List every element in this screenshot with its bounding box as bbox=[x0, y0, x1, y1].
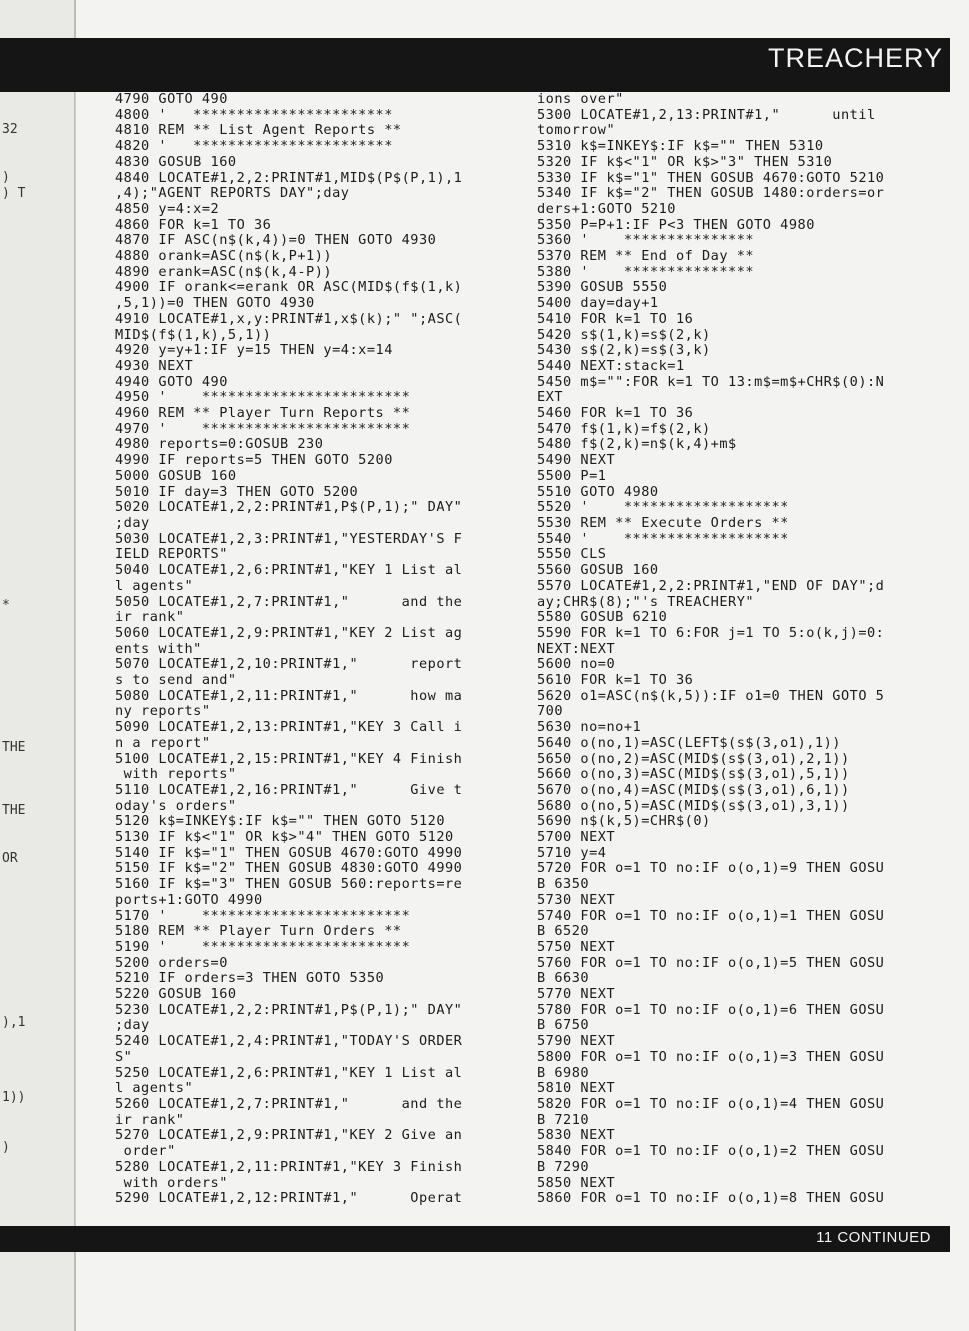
code-line: 5340 IF k$="2" THEN GOSUB 1480:orders=or bbox=[537, 185, 885, 202]
code-line: 5450 m$="":FOR k=1 TO 13:m$=m$+CHR$(0):N bbox=[537, 373, 885, 390]
code-line: oday's orders" bbox=[115, 797, 237, 814]
code-line: 5780 FOR o=1 TO no:IF o(o,1)=6 THEN GOSU bbox=[537, 1001, 885, 1018]
page-number-continued: 11 CONTINUED bbox=[816, 1229, 931, 1246]
code-line: 5010 IF day=3 THEN GOTO 5200 bbox=[115, 483, 359, 500]
code-line: 5060 LOCATE#1,2,9:PRINT#1,"KEY 2 List ag bbox=[115, 624, 463, 641]
code-line: 5800 FOR o=1 TO no:IF o(o,1)=3 THEN GOSU bbox=[537, 1048, 885, 1065]
code-line: 5330 IF k$="1" THEN GOSUB 4670:GOTO 5210 bbox=[537, 169, 885, 186]
code-line: 5020 LOCATE#1,2,2:PRINT#1,P$(P,1);" DAY" bbox=[115, 499, 463, 516]
code-line: 5000 GOSUB 160 bbox=[115, 467, 237, 484]
code-line: 5520 ' ******************* bbox=[537, 499, 789, 516]
code-line: 5150 IF k$="2" THEN GOSUB 4830:GOTO 4990 bbox=[115, 860, 463, 877]
code-line: 5640 o(no,1)=ASC(LEFT$(s$(3,o1),1)) bbox=[537, 734, 841, 751]
code-line: 5600 no=0 bbox=[537, 656, 616, 673]
code-line: 5410 FOR k=1 TO 16 bbox=[537, 310, 694, 327]
code-line: 4980 reports=0:GOSUB 230 bbox=[115, 436, 324, 453]
code-line: 5580 GOSUB 6210 bbox=[537, 609, 668, 626]
code-line: 5200 orders=0 bbox=[115, 954, 228, 971]
code-line: 5170 ' ************************ bbox=[115, 907, 411, 924]
code-line: EXT bbox=[537, 389, 564, 406]
code-line: ports+1:GOTO 4990 bbox=[115, 891, 263, 908]
code-line: 5290 LOCATE#1,2,12:PRINT#1," Operat bbox=[115, 1190, 463, 1207]
code-line: 5100 LOCATE#1,2,15:PRINT#1,"KEY 4 Finish bbox=[115, 750, 463, 767]
page-gutter bbox=[75, 92, 76, 1226]
code-line: ir rank" bbox=[115, 609, 185, 626]
code-line: s to send and" bbox=[115, 672, 237, 689]
margin-fragment: ) bbox=[2, 1140, 10, 1155]
code-line: 5750 NEXT bbox=[537, 938, 616, 955]
code-line: 5120 k$=INKEY$:IF k$="" THEN GOTO 5120 bbox=[115, 813, 445, 830]
code-line: ir rank" bbox=[115, 1111, 185, 1128]
code-line: ents with" bbox=[115, 640, 202, 657]
code-line: 5610 FOR k=1 TO 36 bbox=[537, 672, 694, 689]
footer-bar bbox=[0, 1226, 950, 1252]
code-line: 5360 ' *************** bbox=[537, 232, 755, 249]
code-line: 4930 NEXT bbox=[115, 357, 194, 374]
code-line: 5670 o(no,4)=ASC(MID$(s$(3,o1),6,1)) bbox=[537, 781, 850, 798]
code-line: MID$(f$(1,k),5,1)) bbox=[115, 326, 272, 343]
margin-fragment: OR bbox=[2, 851, 18, 866]
code-line: 5110 LOCATE#1,2,16:PRINT#1," Give t bbox=[115, 781, 463, 798]
code-line: NEXT:NEXT bbox=[537, 640, 616, 657]
code-line: 5210 IF orders=3 THEN GOTO 5350 bbox=[115, 970, 385, 987]
code-line: 4890 erank=ASC(n$(k,4-P)) bbox=[115, 263, 333, 280]
code-line: 5830 NEXT bbox=[537, 1127, 616, 1144]
code-line: l agents" bbox=[115, 577, 194, 594]
code-line: 5070 LOCATE#1,2,10:PRINT#1," report bbox=[115, 656, 463, 673]
code-line: 5300 LOCATE#1,2,13:PRINT#1," until bbox=[537, 106, 876, 123]
code-line: 5270 LOCATE#1,2,9:PRINT#1,"KEY 2 Give an bbox=[115, 1127, 463, 1144]
code-line: 4920 y=y+1:IF y=15 THEN y=4:x=14 bbox=[115, 342, 393, 359]
code-line: 4910 LOCATE#1,x,y:PRINT#1,x$(k);" ";ASC( bbox=[115, 310, 463, 327]
code-line: B 7210 bbox=[537, 1111, 590, 1128]
code-line: B 7290 bbox=[537, 1158, 590, 1175]
code-line: 5320 IF k$<"1" OR k$>"3" THEN 5310 bbox=[537, 153, 833, 170]
code-line: 5770 NEXT bbox=[537, 986, 616, 1003]
code-line: 5260 LOCATE#1,2,7:PRINT#1," and the bbox=[115, 1096, 463, 1112]
code-line: 4800 ' *********************** bbox=[115, 106, 393, 123]
code-line: 5840 FOR o=1 TO no:IF o(o,1)=2 THEN GOSU bbox=[537, 1143, 885, 1160]
code-line: 5490 NEXT bbox=[537, 452, 616, 469]
code-line: 5140 IF k$="1" THEN GOSUB 4670:GOTO 4990 bbox=[115, 844, 463, 861]
code-line: 4810 REM ** List Agent Reports ** bbox=[115, 122, 402, 139]
margin-fragment: THE bbox=[2, 803, 26, 818]
code-line: 5790 NEXT bbox=[537, 1033, 616, 1050]
code-line: 4950 ' ************************ bbox=[115, 389, 411, 406]
code-line: ny reports" bbox=[115, 703, 211, 720]
code-line: ,5,1))=0 THEN GOTO 4930 bbox=[115, 295, 315, 312]
code-line: S" bbox=[115, 1048, 133, 1065]
code-line: 4940 GOTO 490 bbox=[115, 373, 228, 390]
code-line: B 6520 bbox=[537, 923, 590, 940]
code-line: ay;CHR$(8);"'s TREACHERY" bbox=[537, 593, 755, 610]
code-line: 5250 LOCATE#1,2,6:PRINT#1,"KEY 1 List al bbox=[115, 1064, 463, 1081]
code-line: 5160 IF k$="3" THEN GOSUB 560:reports=re bbox=[115, 876, 463, 893]
code-line: 5860 FOR o=1 TO no:IF o(o,1)=8 THEN GOSU bbox=[537, 1190, 885, 1207]
code-line: 5510 GOTO 4980 bbox=[537, 483, 659, 500]
code-line: 5280 LOCATE#1,2,11:PRINT#1,"KEY 3 Finish bbox=[115, 1158, 463, 1175]
code-line: 5740 FOR o=1 TO no:IF o(o,1)=1 THEN GOSU bbox=[537, 907, 885, 924]
code-line: 4790 GOTO 490 bbox=[115, 91, 228, 107]
margin-fragment: 32 bbox=[2, 122, 18, 137]
code-line: 5590 FOR k=1 TO 6:FOR j=1 TO 5:o(k,j)=0: bbox=[537, 624, 885, 641]
code-line: 5500 P=1 bbox=[537, 467, 607, 484]
code-line: 5240 LOCATE#1,2,4:PRINT#1,"TODAY'S ORDER bbox=[115, 1033, 463, 1050]
code-line: 4970 ' ************************ bbox=[115, 420, 411, 437]
code-line: B 6750 bbox=[537, 1017, 590, 1034]
code-line: 5730 NEXT bbox=[537, 891, 616, 908]
code-line: B 6980 bbox=[537, 1064, 590, 1081]
code-line: 5440 NEXT:stack=1 bbox=[537, 357, 685, 374]
code-line: 4820 ' *********************** bbox=[115, 138, 393, 155]
code-line: ,4);"AGENT REPORTS DAY";day bbox=[115, 185, 350, 202]
code-line: 4860 FOR k=1 TO 36 bbox=[115, 216, 272, 233]
code-line: ;day bbox=[115, 514, 150, 531]
code-line: 4850 y=4:x=2 bbox=[115, 200, 220, 217]
code-line: 5710 y=4 bbox=[537, 844, 607, 861]
code-line: 5760 FOR o=1 TO no:IF o(o,1)=5 THEN GOSU bbox=[537, 954, 885, 971]
code-line: 4830 GOSUB 160 bbox=[115, 153, 237, 170]
code-line: order" bbox=[115, 1143, 176, 1160]
code-line: 5560 GOSUB 160 bbox=[537, 562, 659, 579]
code-line: B 6350 bbox=[537, 876, 590, 893]
margin-fragment: ) T bbox=[2, 186, 26, 201]
code-line: 5810 NEXT bbox=[537, 1080, 616, 1097]
margin-fragment: ) bbox=[2, 170, 10, 185]
code-line: l agents" bbox=[115, 1080, 194, 1097]
code-line: 4960 REM ** Player Turn Reports ** bbox=[115, 405, 411, 422]
code-line: 5350 P=P+1:IF P<3 THEN GOTO 4980 bbox=[537, 216, 815, 233]
code-line: 5660 o(no,3)=ASC(MID$(s$(3,o1),5,1)) bbox=[537, 766, 850, 783]
code-line: 5470 f$(1,k)=f$(2,k) bbox=[537, 420, 711, 437]
code-line: 4870 IF ASC(n$(k,4))=0 THEN GOTO 4930 bbox=[115, 232, 437, 249]
code-line: B 6630 bbox=[537, 970, 590, 987]
code-line: 5460 FOR k=1 TO 36 bbox=[537, 405, 694, 422]
code-line: 5430 s$(2,k)=s$(3,k) bbox=[537, 342, 711, 359]
code-column-right bbox=[537, 92, 937, 1207]
code-line: tomorrow" bbox=[537, 122, 616, 139]
code-line: 5180 REM ** Player Turn Orders ** bbox=[115, 923, 402, 940]
code-line: 5620 o1=ASC(n$(k,5)):IF o1=0 THEN GOTO 5 bbox=[537, 687, 885, 704]
code-line: 5690 n$(k,5)=CHR$(0) bbox=[537, 813, 711, 830]
code-line: 5630 no=no+1 bbox=[537, 719, 642, 736]
code-line: 5480 f$(2,k)=n$(k,4)+m$ bbox=[537, 436, 737, 453]
code-line: 5130 IF k$<"1" OR k$>"4" THEN GOTO 5120 bbox=[115, 829, 454, 846]
margin-fragment: * bbox=[2, 598, 10, 613]
code-line: 5050 LOCATE#1,2,7:PRINT#1," and the bbox=[115, 593, 463, 610]
code-line: 5700 NEXT bbox=[537, 829, 616, 846]
code-line: 4990 IF reports=5 THEN GOTO 5200 bbox=[115, 452, 393, 469]
code-line: ions over" bbox=[537, 91, 624, 107]
code-line: ders+1:GOTO 5210 bbox=[537, 200, 676, 217]
code-line: 5420 s$(1,k)=s$(2,k) bbox=[537, 326, 711, 343]
previous-page-edge bbox=[0, 0, 76, 1331]
code-line: 5390 GOSUB 5550 bbox=[537, 279, 668, 296]
code-line: 4840 LOCATE#1,2,2:PRINT#1,MID$(P$(P,1),1 bbox=[115, 169, 463, 186]
code-line: 5850 NEXT bbox=[537, 1174, 616, 1191]
code-line: 5680 o(no,5)=ASC(MID$(s$(3,o1),3,1)) bbox=[537, 797, 850, 814]
margin-fragment: THE bbox=[2, 740, 26, 755]
code-line: 5230 LOCATE#1,2,2:PRINT#1,P$(P,1);" DAY" bbox=[115, 1001, 463, 1018]
code-line: 5570 LOCATE#1,2,2:PRINT#1,"END OF DAY";d bbox=[537, 577, 885, 594]
code-line: 5030 LOCATE#1,2,3:PRINT#1,"YESTERDAY'S F bbox=[115, 530, 463, 547]
code-line: 4880 orank=ASC(n$(k,P+1)) bbox=[115, 248, 333, 265]
code-line: 5720 FOR o=1 TO no:IF o(o,1)=9 THEN GOSU bbox=[537, 860, 885, 877]
code-line: with reports" bbox=[115, 766, 237, 783]
code-line: 5090 LOCATE#1,2,13:PRINT#1,"KEY 3 Call i bbox=[115, 719, 463, 736]
code-line: 5080 LOCATE#1,2,11:PRINT#1," how ma bbox=[115, 687, 463, 704]
page-title: TREACHERY bbox=[767, 43, 943, 73]
margin-fragment: ),1 bbox=[2, 1015, 26, 1030]
code-line: 5220 GOSUB 160 bbox=[115, 986, 237, 1003]
code-line: IELD REPORTS" bbox=[115, 546, 228, 563]
code-line: 5190 ' ************************ bbox=[115, 938, 411, 955]
code-line: 5820 FOR o=1 TO no:IF o(o,1)=4 THEN GOSU bbox=[537, 1096, 885, 1112]
code-line: 5540 ' ******************* bbox=[537, 530, 789, 547]
code-column-left bbox=[115, 92, 515, 1207]
code-line: 5370 REM ** End of Day ** bbox=[537, 248, 755, 265]
code-line: ;day bbox=[115, 1017, 150, 1034]
code-line: n a report" bbox=[115, 734, 211, 751]
code-line: 4900 IF orank<=erank OR ASC(MID$(f$(1,k) bbox=[115, 279, 463, 296]
code-line: 5040 LOCATE#1,2,6:PRINT#1,"KEY 1 List al bbox=[115, 562, 463, 579]
code-line: 5650 o(no,2)=ASC(MID$(s$(3,o1),2,1)) bbox=[537, 750, 850, 767]
code-line: 5400 day=day+1 bbox=[537, 295, 659, 312]
code-line: 5310 k$=INKEY$:IF k$="" THEN 5310 bbox=[537, 138, 824, 155]
code-line: 5550 CLS bbox=[537, 546, 607, 563]
code-line: 5530 REM ** Execute Orders ** bbox=[537, 514, 789, 531]
code-line: 700 bbox=[537, 703, 564, 720]
margin-fragment: 1)) bbox=[2, 1090, 26, 1105]
code-line: with orders" bbox=[115, 1174, 228, 1191]
code-line: 5380 ' *************** bbox=[537, 263, 755, 280]
